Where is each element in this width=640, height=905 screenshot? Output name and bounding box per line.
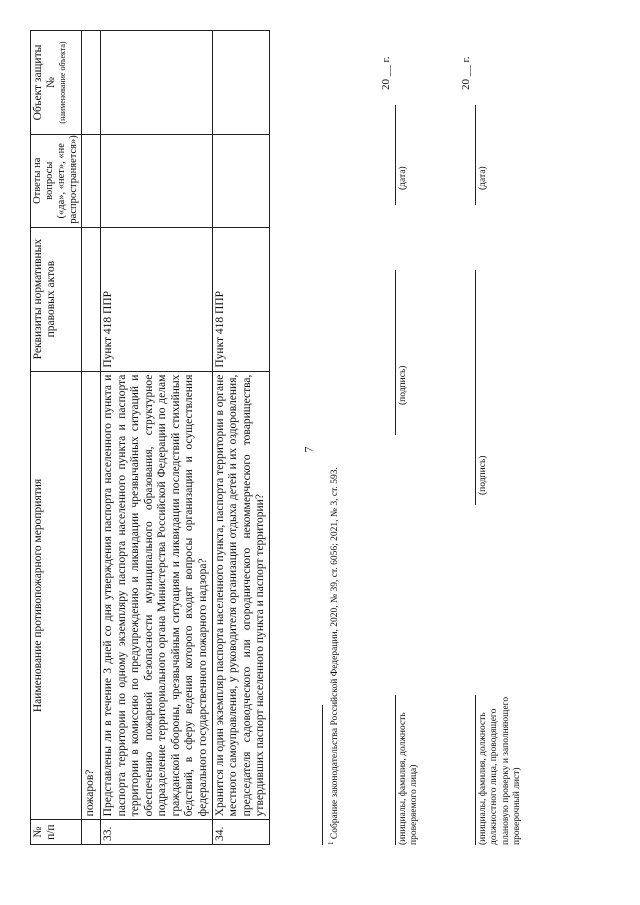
signature-name-line bbox=[395, 695, 396, 845]
signature-sign-line bbox=[475, 270, 476, 505]
header-object: Объект защиты № (наименование объекта) bbox=[31, 31, 82, 135]
signature-date-label: (дата) bbox=[398, 166, 408, 190]
row-answer-cell bbox=[212, 134, 269, 227]
table-row bbox=[101, 31, 213, 845]
signature-date-label: (дата) bbox=[478, 166, 488, 190]
signature-sign-label: (подпись) bbox=[478, 455, 488, 495]
table-row-continuation bbox=[82, 31, 101, 845]
row-num: 33. bbox=[101, 820, 213, 845]
continuation-text: пожаров? bbox=[82, 371, 101, 820]
row-num: 34. bbox=[212, 820, 269, 845]
header-requisites: Реквизиты нормативных правовых актов bbox=[31, 227, 82, 371]
signature-sign-label: (подпись) bbox=[398, 365, 408, 405]
checklist-table bbox=[30, 30, 270, 845]
row-answer-cell bbox=[101, 134, 213, 227]
signature-year: 20 __ г. bbox=[460, 56, 472, 90]
header-row bbox=[31, 31, 82, 845]
header-num: № п/п bbox=[31, 820, 82, 845]
row-requisites: Пункт 418 ППР bbox=[101, 227, 213, 371]
row-object-cell bbox=[101, 31, 213, 135]
signature-date-line bbox=[475, 105, 476, 205]
footnote: $^1$ Собрание законодательства Российской Федерации, 2020, № 39, ст. 6056; 2021, № 3, ст. 593. bbox=[327, 467, 341, 845]
row-text: Представлены ли в течение 3 дней со дня утверждения паспорта населенного пункта и паспорта территории по одному экземпляру паспорта населенного пункта и паспорта территории в комиссию по предупреждению и ликвидации чрезвычайных ситуаций и обеспечению пожарной безопасности муниципального образования, структурное подразделение территориального органа Министерства Российской Федерации по делам гражданской обороны, чрезвычайным ситуациям и ликвидации последствий стихийных бедствий, в сферу ведения которого входят вопросы организации и осуществления федерального государственного пожарного надзора? bbox=[101, 371, 213, 820]
signature-name-label: (инициалы, фамилия, должность проверяемого лица) bbox=[398, 712, 420, 845]
header-answers: Ответы на вопросы («да», «нет», «не распространяется») bbox=[31, 134, 82, 227]
page-number: 7 bbox=[301, 446, 316, 453]
footnote-separator bbox=[322, 705, 323, 845]
row-requisites: Пункт 418 ППР bbox=[212, 227, 269, 371]
table-row bbox=[212, 31, 269, 845]
row-text: Хранится ли один экземпляр паспорта населенного пункта, паспорта территории в органе местного самоуправления, у руководителя организации отдыха детей и их оздоровления, председателя садоводческого или огороднического некоммерческого товарищества, утвердивших паспорт населенного пункта и паспорт территории? bbox=[212, 371, 269, 820]
signature-name-line bbox=[475, 695, 476, 845]
signature-date-line bbox=[395, 105, 396, 205]
signature-sign-line bbox=[395, 270, 396, 435]
signature-name-label: (инициалы, фамилия, должность должностного лица, проводящего плановую проверку и заполняющего проверочный лист) bbox=[478, 696, 523, 845]
header-name: Наименование противопожарного мероприятия bbox=[31, 371, 82, 820]
row-object-cell bbox=[212, 31, 269, 135]
signature-year: 20 __ г. bbox=[380, 56, 392, 90]
